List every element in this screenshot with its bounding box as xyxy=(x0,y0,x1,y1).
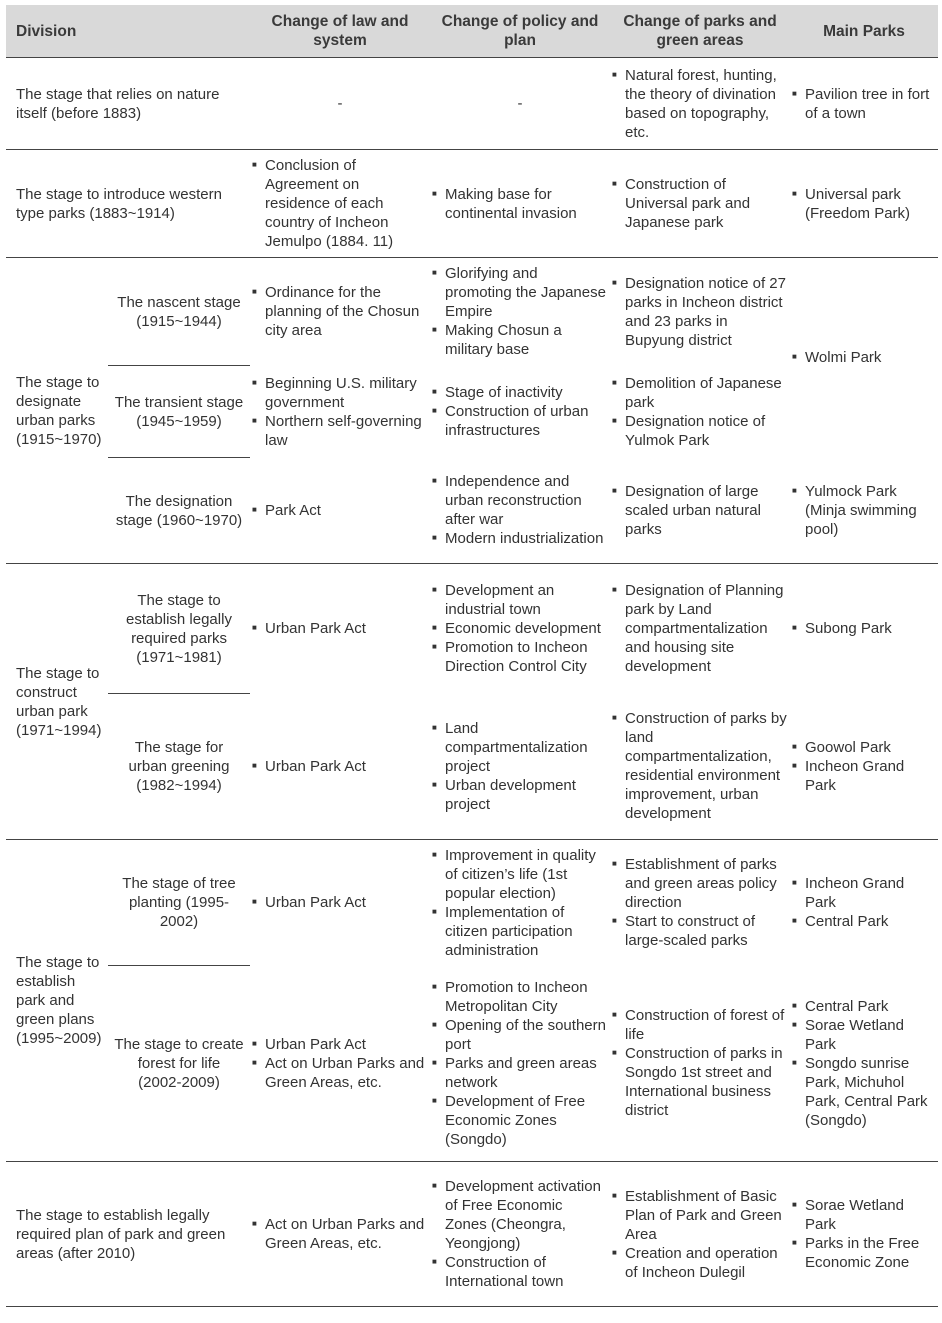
list-item: ■ Construction of parks by land compartmentalization, residential environment improvement, urban development xyxy=(612,709,788,823)
sub-stage-cell: The designation stage (1960~1970) xyxy=(108,458,250,564)
list-item: ■ Central Park xyxy=(792,912,936,931)
law-cell xyxy=(250,1162,430,1307)
list-item: ■ Songdo sunrise Park, Michuhol Park, Central Park (Songdo) xyxy=(792,1054,936,1130)
list-item: ■ Sorae Wetland Park xyxy=(792,1016,936,1054)
list-item: ■ Urban Park Act xyxy=(252,619,428,638)
header-division: Division xyxy=(6,5,250,58)
list-item: ■ Modern industrialization xyxy=(432,529,608,548)
list-item: ■ Natural forest, hunting, the theory of divination based on topography, etc. xyxy=(612,66,788,142)
list-item: ■ Construction of parks in Songdo 1st street and International business district xyxy=(612,1044,788,1120)
policy-cell xyxy=(430,366,610,458)
list-item: ■ Sorae Wetland Park xyxy=(792,1196,936,1234)
sub-stage-cell: The stage to create forest for life (2002-2009) xyxy=(108,966,250,1162)
list-item: ■ Creation and operation of Incheon Dulegil xyxy=(612,1244,788,1282)
policy-cell xyxy=(430,150,610,258)
list-item: ■ Universal park (Freedom Park) xyxy=(792,185,936,223)
main-parks-cell xyxy=(790,966,938,1162)
list-item: ■ Central Park xyxy=(792,997,936,1016)
parks-cell xyxy=(610,258,790,366)
parks-cell xyxy=(610,840,790,966)
parks-cell xyxy=(610,1162,790,1307)
parks-cell xyxy=(610,458,790,564)
main-parks-cell xyxy=(790,58,938,150)
list-item: ■ Urban Park Act xyxy=(252,757,428,776)
list-item: ■ Promotion to Incheon Direction Control City xyxy=(432,638,608,676)
parks-history-table xyxy=(6,5,938,1307)
list-item: ■ Yulmock Park (Minja swimming pool) xyxy=(792,482,936,539)
list-item: ■ Establishment of Basic Plan of Park and Green Area xyxy=(612,1187,788,1244)
policy-cell xyxy=(430,564,610,694)
main-parks-cell xyxy=(790,258,938,458)
list-item: ■ Parks and green areas network xyxy=(432,1054,608,1092)
list-item: ■ Development activation of Free Economic Zones (Cheongra, Yeongjong) xyxy=(432,1177,608,1253)
table-row xyxy=(6,458,938,564)
list-item: ■ Construction of urban infrastructures xyxy=(432,402,608,440)
main-parks-cell xyxy=(790,1162,938,1307)
list-item: ■ Designation of Planning park by Land compartmentalization and housing site development xyxy=(612,581,788,676)
parks-cell xyxy=(610,58,790,150)
division-cell: The stage to establish legally required plan of park and green areas (after 2010) xyxy=(6,1162,250,1307)
table-row xyxy=(6,1162,938,1307)
sub-stage-cell: The nascent stage (1915~1944) xyxy=(108,258,250,366)
list-item: ■ Incheon Grand Park xyxy=(792,757,936,795)
main-parks-cell xyxy=(790,694,938,840)
list-item: ■ Urban Park Act xyxy=(252,893,428,912)
sub-stage-cell: The stage for urban greening (1982~1994) xyxy=(108,694,250,840)
list-item: ■ Demolition of Japanese park xyxy=(612,374,788,412)
table-row xyxy=(6,694,938,840)
list-item: ■ Construction of forest of life xyxy=(612,1006,788,1044)
division-cell: The stage to construct urban park (1971~1994) xyxy=(6,564,108,840)
list-item: ■ Urban Park Act xyxy=(252,1035,428,1054)
list-item: ■ Glorifying and promoting the Japanese Empire xyxy=(432,264,608,321)
list-item: ■ Wolmi Park xyxy=(792,348,936,367)
main-parks-cell xyxy=(790,564,938,694)
division-cell: The stage to designate urban parks (1915~1970) xyxy=(6,258,108,564)
policy-cell xyxy=(430,966,610,1162)
list-item: ■ Designation of large scaled urban natural parks xyxy=(612,482,788,539)
header-law: Change of law and system xyxy=(250,5,430,58)
law-cell xyxy=(250,150,430,258)
list-item: ■ Implementation of citizen participation administration xyxy=(432,903,608,960)
list-item: ■ Development of Free Economic Zones (Songdo) xyxy=(432,1092,608,1149)
list-item: ■ Making Chosun a military base xyxy=(432,321,608,359)
list-item: ■ Making base for continental invasion xyxy=(432,185,608,223)
list-item: ■ Designation notice of Yulmok Park xyxy=(612,412,788,450)
main-parks-cell xyxy=(790,840,938,966)
list-item: ■ Improvement in quality of citizen’s life (1st popular election) xyxy=(432,846,608,903)
header-parks: Change of parks and green areas xyxy=(610,5,790,58)
list-item: ■ Ordinance for the planning of the Chosun city area xyxy=(252,283,428,340)
parks-cell xyxy=(610,366,790,458)
table-row xyxy=(6,58,938,150)
header-row xyxy=(6,5,938,58)
policy-cell: - xyxy=(430,58,610,150)
main-parks-cell xyxy=(790,150,938,258)
law-cell xyxy=(250,458,430,564)
list-item: ■ Start to construct of large-scaled parks xyxy=(612,912,788,950)
policy-cell xyxy=(430,258,610,366)
law-cell xyxy=(250,258,430,366)
table-row xyxy=(6,966,938,1162)
list-item: ■ Act on Urban Parks and Green Areas, etc. xyxy=(252,1215,428,1253)
list-item: ■ Construction of International town xyxy=(432,1253,608,1291)
list-item: ■ Conclusion of Agreement on residence of each country of Incheon Jemulpo (1884. 11) xyxy=(252,156,428,251)
sub-stage-cell: The stage to establish legally required parks (1971~1981) xyxy=(108,564,250,694)
list-item: ■ Northern self-governing law xyxy=(252,412,428,450)
list-item: ■ Parks in the Free Economic Zone xyxy=(792,1234,936,1272)
law-cell xyxy=(250,366,430,458)
list-item: ■ Independence and urban reconstruction after war xyxy=(432,472,608,529)
list-item: ■ Promotion to Incheon Metropolitan City xyxy=(432,978,608,1016)
law-cell xyxy=(250,694,430,840)
table-row xyxy=(6,258,938,366)
list-item: ■ Park Act xyxy=(252,501,428,520)
policy-cell xyxy=(430,694,610,840)
list-item: ■ Establishment of parks and green areas policy direction xyxy=(612,855,788,912)
law-cell: - xyxy=(250,58,430,150)
list-item: ■ Construction of Universal park and Japanese park xyxy=(612,175,788,232)
sub-stage-cell: The stage of tree planting (1995-2002) xyxy=(108,840,250,966)
sub-stage-cell: The transient stage (1945~1959) xyxy=(108,366,250,458)
table-row xyxy=(6,564,938,694)
list-item: ■ Economic development xyxy=(432,619,608,638)
parks-cell xyxy=(610,694,790,840)
header-policy: Change of policy and plan xyxy=(430,5,610,58)
parks-cell xyxy=(610,564,790,694)
list-item: ■ Land compartmentalization project xyxy=(432,719,608,776)
policy-cell xyxy=(430,1162,610,1307)
main-parks-cell xyxy=(790,458,938,564)
division-cell: The stage to establish park and green plans (1995~2009) xyxy=(6,840,108,1162)
list-item: ■ Opening of the southern port xyxy=(432,1016,608,1054)
law-cell xyxy=(250,564,430,694)
division-cell: The stage that relies on nature itself (before 1883) xyxy=(6,58,250,150)
list-item: ■ Act on Urban Parks and Green Areas, etc. xyxy=(252,1054,428,1092)
list-item: ■ Beginning U.S. military government xyxy=(252,374,428,412)
list-item: ■ Subong Park xyxy=(792,619,936,638)
table-row xyxy=(6,150,938,258)
list-item: ■ Urban development project xyxy=(432,776,608,814)
list-item: ■ Incheon Grand Park xyxy=(792,874,936,912)
division-cell: The stage to introduce western type parks (1883~1914) xyxy=(6,150,250,258)
parks-cell xyxy=(610,150,790,258)
table-row xyxy=(6,840,938,966)
law-cell xyxy=(250,966,430,1162)
parks-cell xyxy=(610,966,790,1162)
list-item: ■ Goowol Park xyxy=(792,738,936,757)
list-item: ■ Pavilion tree in fort of a town xyxy=(792,85,936,123)
header-main-parks: Main Parks xyxy=(790,5,938,58)
list-item: ■ Stage of inactivity xyxy=(432,383,608,402)
policy-cell xyxy=(430,458,610,564)
list-item: ■ Development an industrial town xyxy=(432,581,608,619)
policy-cell xyxy=(430,840,610,966)
law-cell xyxy=(250,840,430,966)
list-item: ■ Designation notice of 27 parks in Incheon district and 23 parks in Bupyung district xyxy=(612,274,788,350)
